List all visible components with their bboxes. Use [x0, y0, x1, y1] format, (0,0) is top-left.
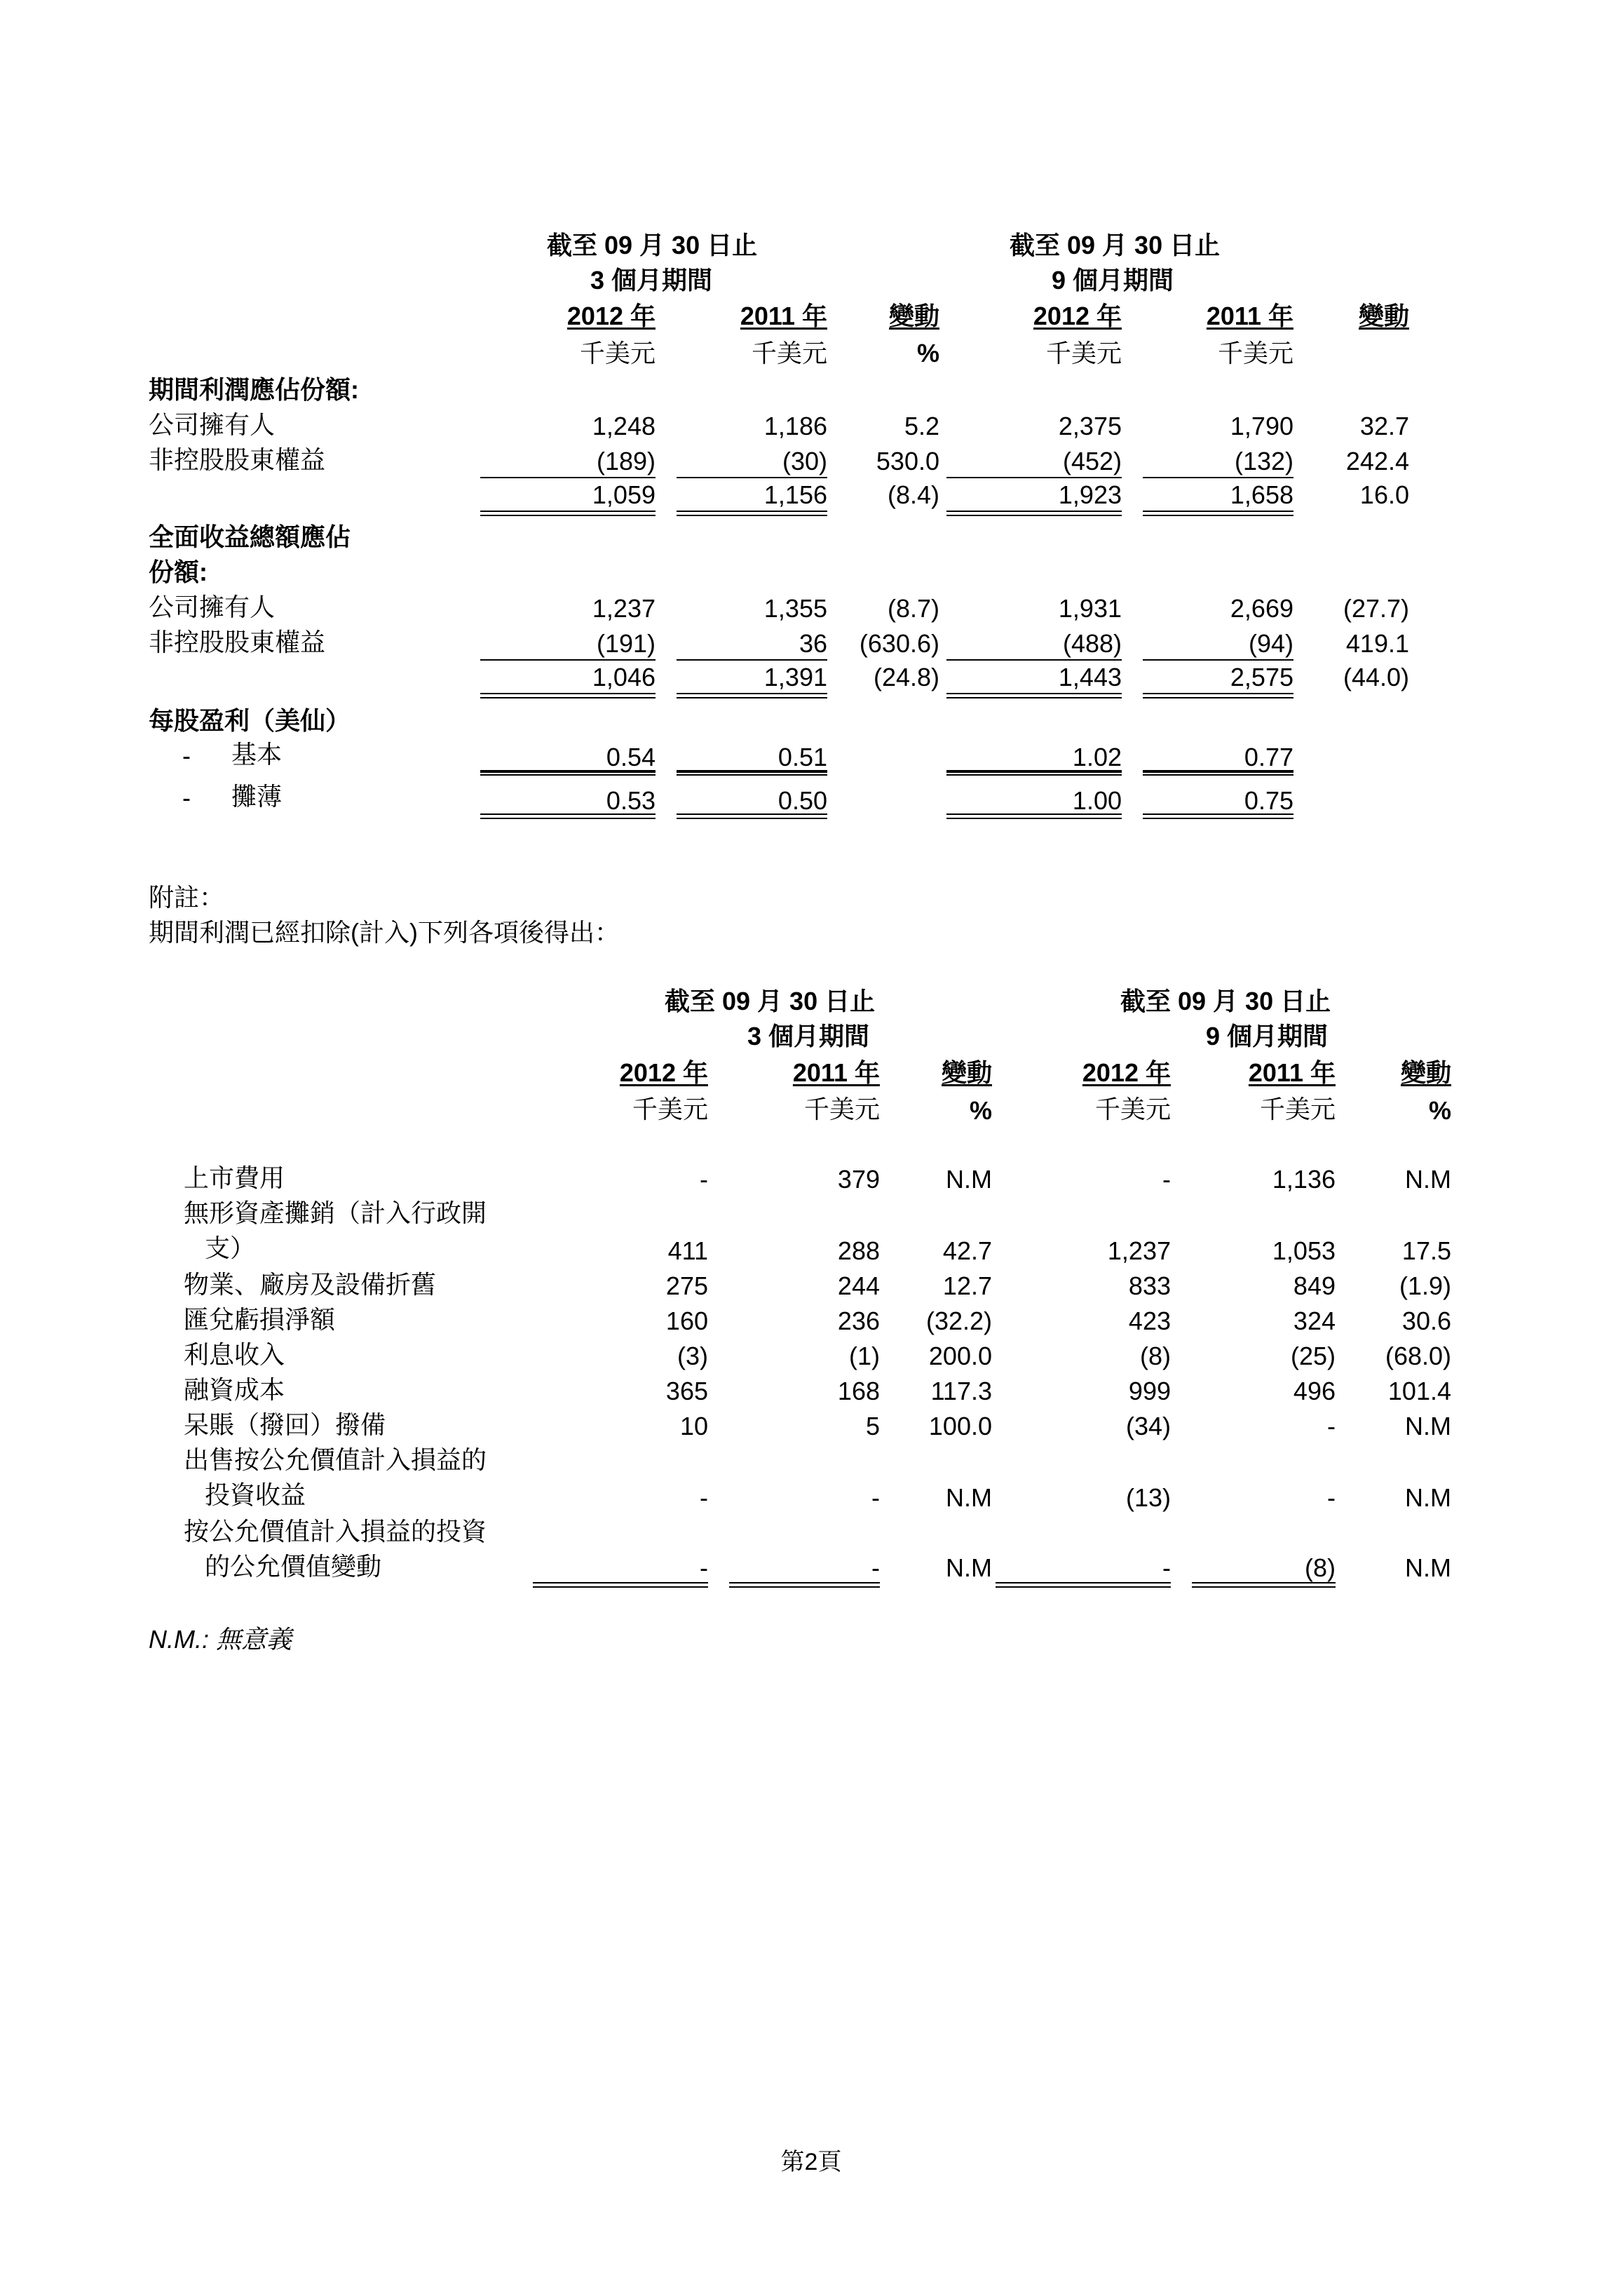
total-double-rule	[480, 693, 656, 698]
t1-total: 1,443	[1058, 663, 1122, 691]
t2-cell: -	[871, 1553, 880, 1582]
t2-cell: 160	[665, 1306, 708, 1335]
t2-cell: -	[1162, 1165, 1171, 1194]
t2-col-changeb: 變動	[1400, 1058, 1451, 1087]
t2-cell: (1.9)	[1399, 1271, 1451, 1300]
total-double-rule	[946, 693, 1122, 698]
footnote-meaning: 無意義	[216, 1625, 292, 1654]
t1-cell: (132)	[1234, 447, 1293, 475]
t2-total-double-rule	[533, 1582, 708, 1588]
t1-total: 1,391	[763, 663, 827, 691]
footnote	[149, 1627, 292, 1652]
t1-cell: (191)	[596, 629, 656, 658]
t1-cell: (27.7)	[1343, 594, 1409, 623]
t1-cell: 5.2	[904, 412, 939, 440]
eps-double-rule	[946, 813, 1122, 819]
t1-cell: 242.4	[1345, 447, 1409, 475]
t1-cell: (94)	[1248, 629, 1293, 658]
eps-basic-label: 基本	[231, 740, 283, 769]
t2-cell: 10	[679, 1412, 708, 1440]
t2-col-2012: 2012 年	[619, 1058, 708, 1087]
t2-row-label: 按公允價值計入損益的投資	[184, 1517, 487, 1546]
t2-total-double-rule	[729, 1582, 880, 1588]
t2-cell: -	[700, 1483, 708, 1512]
eps-cell: 0.50	[777, 786, 827, 815]
t2-unit: 千美元	[1259, 1095, 1336, 1123]
t1-col-2011b: 2011 年	[1206, 302, 1293, 330]
eps-dash: -	[182, 783, 191, 812]
t2-cell: 411	[667, 1236, 708, 1265]
eps-double-rule	[677, 770, 827, 776]
t2-cell: N.M	[1405, 1483, 1451, 1512]
t2-cell: 275	[665, 1271, 708, 1300]
eps-double-rule	[946, 770, 1122, 776]
eps-cell: 1.02	[1072, 743, 1122, 771]
t2-cell: 1,237	[1107, 1236, 1171, 1265]
t1-total: 1,658	[1230, 480, 1293, 509]
t2-cell: 496	[1293, 1377, 1336, 1405]
t1-col-change: 變動	[888, 302, 939, 330]
t2-cell: -	[1162, 1553, 1171, 1582]
t1-unit-1: 千美元	[579, 339, 656, 367]
t2-row-label-cont: 支）	[205, 1234, 256, 1262]
t2-cell: N.M	[946, 1553, 992, 1582]
t2-cell: 1,053	[1272, 1236, 1336, 1265]
t1-total: 1,156	[763, 480, 827, 509]
t2-pct: %	[969, 1096, 992, 1125]
t2-row-label: 匯兌虧損淨額	[184, 1305, 336, 1334]
eps-dash: -	[182, 741, 191, 770]
t2-cell: 168	[837, 1377, 880, 1405]
t2-cell: -	[1327, 1412, 1336, 1440]
t2-cell: 5	[865, 1412, 880, 1440]
t1-total: (24.8)	[873, 663, 939, 691]
note-title: 附註：	[149, 883, 225, 912]
t2-cell: 244	[837, 1271, 880, 1300]
t2-row-label: 無形資產攤銷（計入行政開	[184, 1198, 487, 1227]
t2-cell: N.M	[946, 1165, 992, 1194]
eps-cell: 0.53	[606, 786, 656, 815]
t2-col-2011: 2011 年	[792, 1058, 880, 1087]
t2-cell: 288	[837, 1236, 880, 1265]
t1-total: 1,923	[1058, 480, 1122, 509]
t1-group1-title: 截至 09 月 30 日止	[547, 231, 758, 259]
t2-unit: 千美元	[1094, 1095, 1171, 1123]
subtotal-rule	[480, 659, 656, 661]
eps-cell: 1.00	[1072, 786, 1122, 815]
t2-cell: 17.5	[1401, 1236, 1451, 1265]
t2-cell: 236	[837, 1306, 880, 1335]
t1-cell: (189)	[596, 447, 656, 475]
t1-pct: %	[916, 339, 939, 367]
t1-cell: (488)	[1062, 629, 1122, 658]
t2-total-double-rule	[1192, 1582, 1336, 1588]
t2-cell: (25)	[1290, 1342, 1336, 1370]
t1-section-profit-title: 期間利潤應佔份額:	[149, 375, 359, 404]
total-double-rule	[480, 511, 656, 516]
total-double-rule	[1143, 693, 1293, 698]
eps-cell: 0.77	[1244, 743, 1293, 771]
t1-group2-title: 截至 09 月 30 日止	[1010, 231, 1221, 259]
t2-cell: N.M	[1405, 1553, 1451, 1582]
t2-cell: 100.0	[928, 1412, 992, 1440]
subtotal-rule	[480, 477, 656, 478]
t1-section-comprehensive-title-2: 份額:	[149, 558, 208, 586]
t2-total-double-rule	[996, 1582, 1171, 1588]
t2-cell: -	[700, 1553, 708, 1582]
t1-col-2012b: 2012 年	[1033, 302, 1122, 330]
t2-cell: (8)	[1140, 1342, 1171, 1370]
eps-cell: 0.54	[606, 743, 656, 771]
footnote-abbrev: N.M.:	[149, 1625, 216, 1654]
t1-total: 16.0	[1359, 480, 1409, 509]
subtotal-rule	[946, 659, 1122, 661]
t1-total: 2,575	[1230, 663, 1293, 691]
t2-cell: 42.7	[942, 1236, 992, 1265]
eps-double-rule	[1143, 813, 1293, 819]
t2-col-2012b: 2012 年	[1082, 1058, 1171, 1087]
t2-cell: (32.2)	[925, 1306, 992, 1335]
t1-cell: (630.6)	[859, 629, 939, 658]
t2-cell: -	[700, 1165, 708, 1194]
t1-total: (44.0)	[1343, 663, 1409, 691]
subtotal-rule	[1143, 477, 1293, 478]
t1-section-eps-title: 每股盈利（美仙）	[149, 706, 351, 735]
t2-cell: N.M	[1405, 1412, 1451, 1440]
t2-cell: 999	[1128, 1377, 1171, 1405]
t1-cell: 530.0	[876, 447, 939, 475]
t1-cell: 1,186	[763, 412, 827, 440]
t1-total: 1,046	[592, 663, 656, 691]
t2-cell: 12.7	[942, 1271, 992, 1300]
t1-col-2011: 2011 年	[740, 302, 827, 330]
t2-col-change: 變動	[941, 1058, 992, 1087]
subtotal-rule	[677, 659, 827, 661]
t2-cell: N.M	[946, 1483, 992, 1512]
t1-cell: 2,375	[1058, 412, 1122, 440]
eps-diluted-label: 攤薄	[231, 782, 283, 811]
t1-total: 1,059	[592, 480, 656, 509]
t2-row-label-cont: 投資收益	[205, 1480, 306, 1509]
t2-cell: (68.0)	[1385, 1342, 1451, 1370]
subtotal-rule	[1143, 659, 1293, 661]
eps-double-rule	[677, 813, 827, 819]
t1-cell: 36	[799, 629, 827, 658]
t2-group2-title: 截至 09 月 30 日止	[1120, 987, 1331, 1015]
total-double-rule	[946, 511, 1122, 516]
t2-row-label: 出售按公允價值計入損益的	[184, 1445, 487, 1474]
t2-cell: (3)	[677, 1342, 708, 1370]
note-text: 期間利潤已經扣除(計入)下列各項後得出：	[149, 918, 620, 947]
t1-cell: 32.7	[1359, 412, 1409, 440]
t2-cell: (13)	[1125, 1483, 1171, 1512]
t2-cell: 324	[1293, 1306, 1336, 1335]
t2-row-label-cont: 的公允價值變動	[205, 1552, 382, 1581]
t1-cell: (30)	[782, 447, 827, 475]
t2-col-2011b: 2011 年	[1248, 1058, 1336, 1087]
t1-row-label: 公司擁有人	[149, 410, 276, 439]
eps-cell: 0.75	[1244, 786, 1293, 815]
t1-unit-4: 千美元	[1217, 339, 1293, 367]
t2-cell: 833	[1128, 1271, 1171, 1300]
t2-row-label: 上市費用	[184, 1163, 285, 1192]
t1-cell: 1,355	[763, 594, 827, 623]
t1-cell: 2,669	[1230, 594, 1293, 623]
t2-cell: -	[1327, 1483, 1336, 1512]
eps-cell: 0.51	[777, 743, 827, 771]
eps-double-rule	[1143, 770, 1293, 776]
subtotal-rule	[677, 477, 827, 478]
t2-row-label: 呆賬（撥回）撥備	[184, 1410, 386, 1439]
t2-row-label: 融資成本	[184, 1375, 285, 1404]
t1-total: (8.4)	[887, 480, 939, 509]
t2-group1-title: 截至 09 月 30 日止	[665, 987, 876, 1015]
t1-cell: 1,237	[592, 594, 656, 623]
t1-group1-subtitle: 3 個月期間	[590, 266, 713, 295]
t2-cell: (1)	[849, 1342, 880, 1370]
t1-col-changeb: 變動	[1358, 302, 1409, 330]
total-double-rule	[677, 511, 827, 516]
t2-unit: 千美元	[803, 1095, 880, 1123]
t1-cell: 1,248	[592, 412, 656, 440]
t1-cell: (8.7)	[887, 594, 939, 623]
t1-unit-3: 千美元	[1045, 339, 1122, 367]
t1-cell: 1,931	[1058, 594, 1122, 623]
t2-cell: (34)	[1125, 1412, 1171, 1440]
t1-row-label: 非控股股東權益	[149, 445, 326, 474]
t2-cell: 849	[1293, 1271, 1336, 1300]
t2-cell: 30.6	[1401, 1306, 1451, 1335]
t1-col-2012: 2012 年	[566, 302, 656, 330]
t2-cell: 117.3	[930, 1377, 992, 1405]
t2-cell: 379	[837, 1165, 880, 1194]
t2-cell: 365	[665, 1377, 708, 1405]
t2-cell: 200.0	[928, 1342, 992, 1370]
t2-cell: 423	[1128, 1306, 1171, 1335]
t2-cell: 1,136	[1272, 1165, 1336, 1194]
t1-group2-subtitle: 9 個月期間	[1052, 266, 1174, 295]
t2-group1-subtitle: 3 個月期間	[747, 1022, 870, 1051]
t1-row-label: 非控股股東權益	[149, 628, 326, 656]
page-number: 第2頁	[780, 2149, 842, 2175]
t1-section-comprehensive-title: 全面收益總額應佔	[149, 522, 351, 551]
t1-unit-2: 千美元	[751, 339, 827, 367]
t2-row-label: 利息收入	[184, 1340, 285, 1369]
t2-cell: -	[871, 1483, 880, 1512]
t1-cell: (452)	[1062, 447, 1122, 475]
subtotal-rule	[946, 477, 1122, 478]
t2-unit: 千美元	[632, 1095, 708, 1123]
t2-pct-b: %	[1428, 1096, 1451, 1125]
eps-double-rule	[480, 770, 656, 776]
t1-cell: 419.1	[1345, 629, 1409, 658]
t2-group2-subtitle: 9 個月期間	[1206, 1022, 1329, 1051]
t2-cell: (8)	[1305, 1553, 1336, 1582]
eps-double-rule	[480, 813, 656, 819]
t2-cell: N.M	[1405, 1165, 1451, 1194]
t2-cell: 101.4	[1387, 1377, 1451, 1405]
total-double-rule	[677, 693, 827, 698]
total-double-rule	[1143, 511, 1293, 516]
t1-cell: 1,790	[1230, 412, 1293, 440]
t2-row-label: 物業、廠房及設備折舊	[184, 1270, 437, 1299]
t1-row-label: 公司擁有人	[149, 593, 276, 621]
